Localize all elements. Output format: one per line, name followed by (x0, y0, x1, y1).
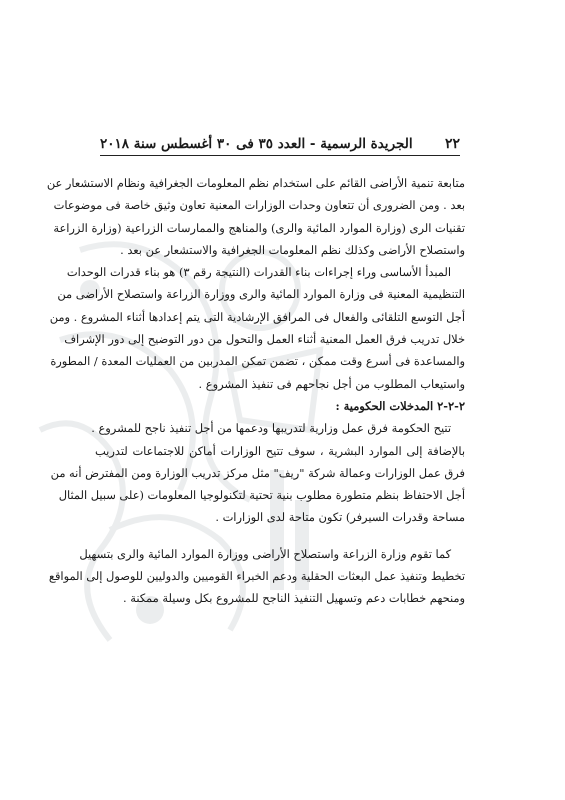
page-header (100, 128, 460, 152)
text-line: خلال تدريب فرق العمل المعنية أثناء العمل والتحول من دور التوضيح إلى دور الإشراف (64, 332, 465, 347)
paragraph-2 (49, 261, 465, 395)
text-line: تتيح الحكومة فرق عمل وزارية لتدريبها ودعمها من أجل تنفيذ ناجح للمشروع . (91, 421, 451, 436)
document-body (46, 172, 465, 610)
section-heading: ٢-٢-٢ المدخلات الحكومية : (335, 398, 465, 413)
text-line: المبدأ الأساسى وراء إجراءات بناء القدرات (النتيجة رقم ٣) هو بناء قدرات الوحدات (66, 265, 451, 280)
text-line: مساحة وقدرات السيرفر) تكون متاحة لدى الوزارات . (215, 510, 465, 525)
text-line: التنظيمية المعنية فى وزارة الموارد المائية والرى ووزارة الزراعة واستصلاح الأراضى من (57, 287, 465, 302)
text-line: تخطيط وتنفيذ عمل البعثات الحقلية ودعم الخبراء القوميين والدوليين للوصول إلى المواقع (48, 569, 465, 584)
text-line: والمساعدة فى أسرع وقت ممكن ، تضمن تمكن المدربين من العمليات المعدة / المطورة (50, 354, 465, 369)
text-line: ومنحهم خطابات دعم وتسهيل التنفيذ الناجح للمشروع بكل وسيلة ممكنة . (122, 591, 465, 606)
paragraph-4 (48, 543, 465, 610)
text-line: متابعة تنمية الأراضى القائم على استخدام نظم المعلومات الجغرافية ونظام الاستشعار عن (46, 176, 465, 190)
text-line: بالإضافة إلى الموارد البشرية ، سوف تتيح الوزارات أماكن للاجتماعات لتدريب (95, 443, 465, 458)
text-line: تقنيات الرى (وزارة الموارد المائية والرى) والمناهج والممارسات الزراعية (وزارة الزراعة (53, 220, 465, 235)
page-number: ٢٢ (444, 136, 460, 152)
text-line: كما تقوم وزارة الزراعة واستصلاح الأراضى ووزارة الموارد المائية والرى بتسهيل (79, 546, 451, 561)
paragraph-3 (50, 417, 465, 528)
text-line: فرق عمل الوزارات وعمالة شركة "ريف" مثل مركز تدريب الوزارة ومن المفترض أنه من (50, 465, 465, 480)
text-line: واستصلاح الأراضى وكذلك نظم المعلومات الجغرافية والاستشعار عن بعد . (120, 242, 465, 257)
header-divider (100, 155, 460, 156)
gazette-title: الجريدة الرسمية - العدد ٣٥ فى ٣٠ أغسطس سنة ٢٠١٨ (100, 136, 413, 152)
text-line: واستيعاب المطلوب من أجل نجاحهم فى تنفيذ المشروع . (198, 376, 465, 391)
text-line: بعد . ومن الضرورى أن تتعاون وحدات الوزارات المعنية تعاون وثيق خاصة فى موضوعات (53, 198, 465, 213)
text-line: أجل الاحتفاظ بنظم متطورة مطلوب بنية تحتية لتكنولوجيا المعلومات (على سبيل المثال (58, 488, 465, 503)
text-line: أجل التوسع التلقائى والفعال فى المرافق الإرشادية التى يتم إعدادها أثناء المشروع . ومن (49, 309, 465, 324)
paragraph-1 (46, 172, 465, 261)
